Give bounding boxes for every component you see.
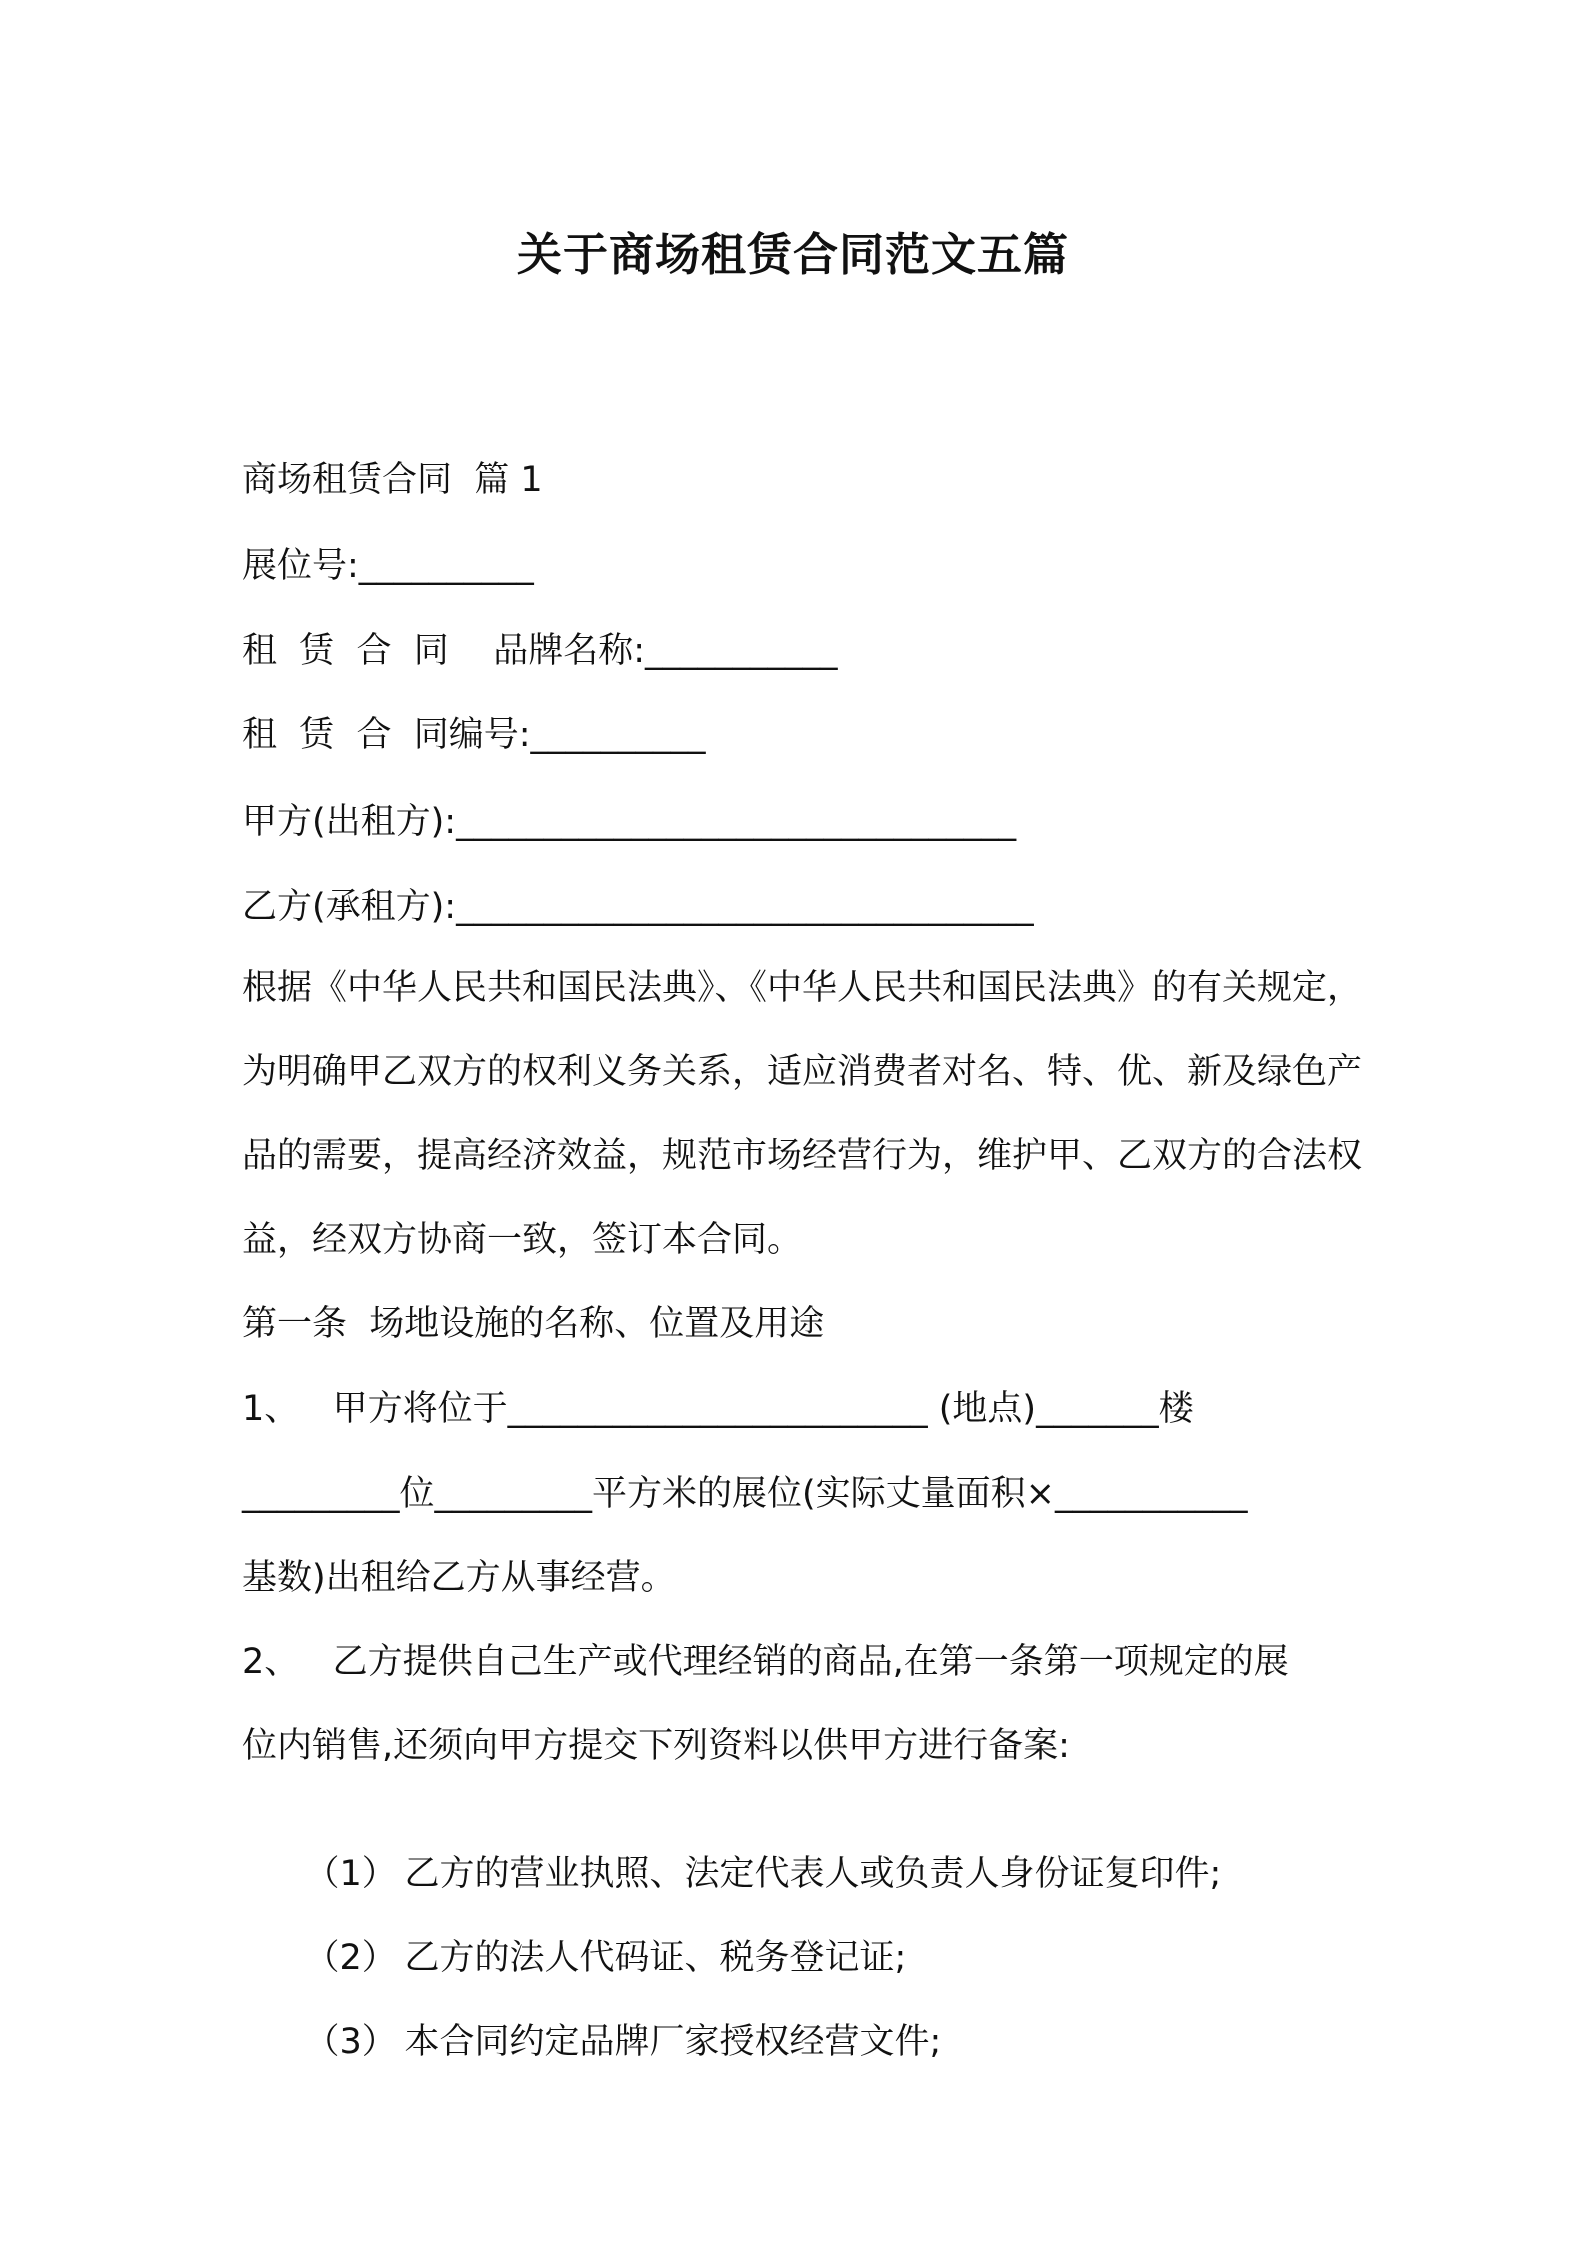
article-1-heading: 第一条 场地设施的名称、位置及用途 xyxy=(242,1304,825,1344)
clause-1-line-1: 1、 甲方将位于________________________ (地点)_______楼 xyxy=(242,1389,1194,1429)
party-a-line: 甲方(出租方):________________________________ xyxy=(242,802,1017,842)
list-item xyxy=(260,1976,941,2108)
list-item-number: （2） xyxy=(304,1938,397,1978)
list-item-number: （1） xyxy=(304,1854,397,1894)
list-item-number: （3） xyxy=(304,2022,397,2062)
list-item-text: 乙方的法人代码证、税务登记证; xyxy=(404,1938,907,1978)
list-item-text: 乙方的营业执照、法定代表人或负责人身份证复印件; xyxy=(404,1854,1222,1894)
clause-1-line-2: _________位_________平方米的展位(实际丈量面积×___________ xyxy=(242,1474,1248,1514)
intro-paragraph: 根据《中华人民共和国民法典》、《中华人民共和国民法典》的有关规定，为明确甲乙双方的权利义务关系，适应消费者对名、特、优、新及绿色产品的需要，提高经济效益，规范市场经营行为，维护甲、乙双方的合法权益，经双方协商一致，签订本合同。 xyxy=(242,968,1363,1260)
party-b-line: 乙方(承租方):_________________________________ xyxy=(242,887,1034,927)
clause-2-line-2: 位内销售,还须向甲方提交下列资料以供甲方进行备案: xyxy=(242,1726,1070,1766)
clause-1-line-3: 基数)出租给乙方从事经营。 xyxy=(242,1558,676,1598)
contract-number-line: 租 赁 合 同编号:__________ xyxy=(242,715,706,755)
clause-2-line-1: 2、 乙方提供自己生产或代理经销的商品,在第一条第一项规定的展 xyxy=(242,1642,1289,1682)
document-title: 关于商场租赁合同范文五篇 xyxy=(516,228,1069,281)
section-heading: 商场租赁合同 篇 1 xyxy=(242,460,543,500)
booth-number-line: 展位号:__________ xyxy=(242,546,534,586)
list-item-text: 本合同约定品牌厂家授权经营文件; xyxy=(404,2022,942,2062)
brand-name-line: 租 赁 合 同 品牌名称:___________ xyxy=(242,631,838,671)
